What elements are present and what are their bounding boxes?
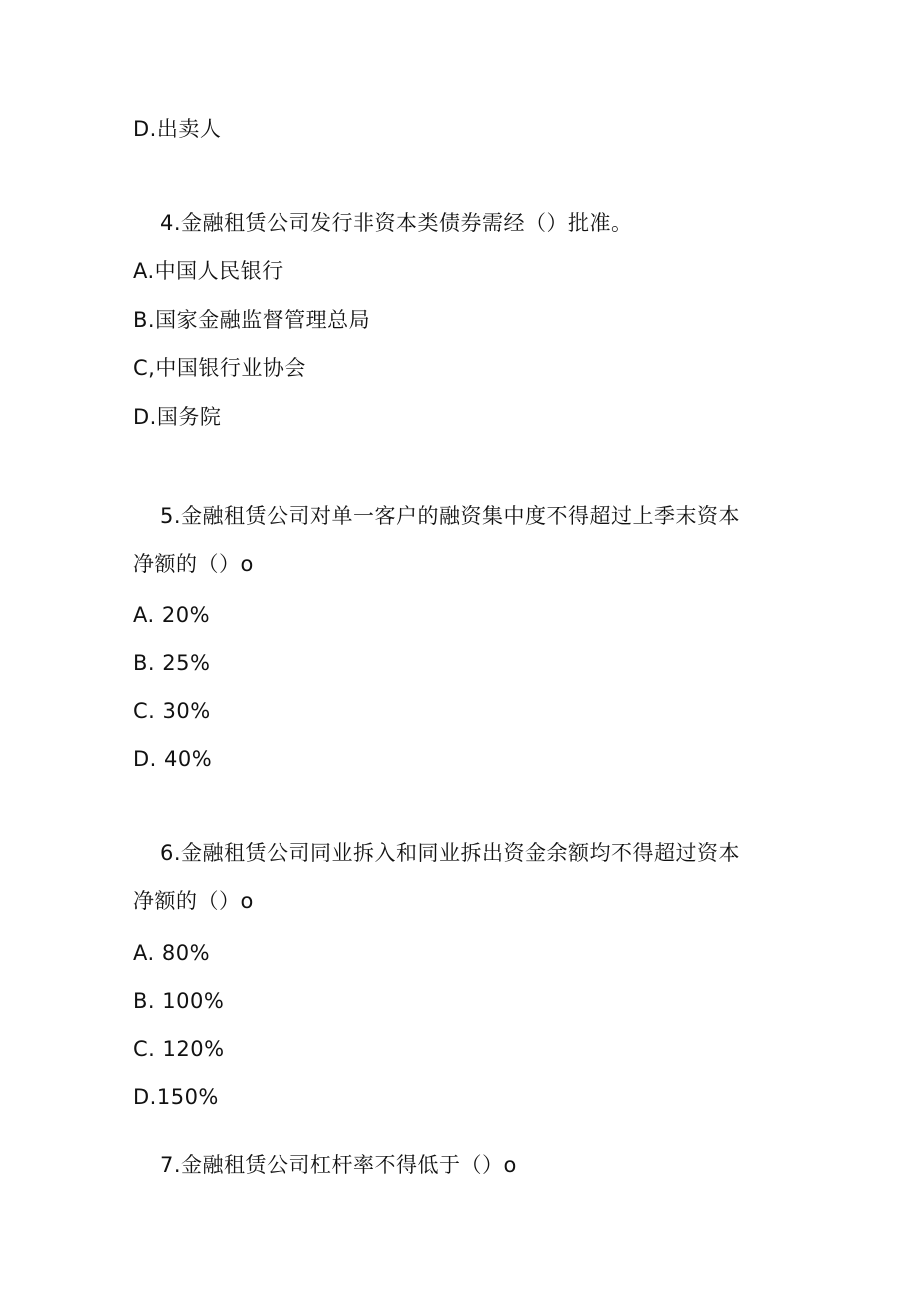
q6-stem-line1: 6.金融租赁公司同业拆入和同业拆出资金余额均不得超过资本: [160, 841, 741, 865]
q5-option-a: A. 20%: [133, 603, 211, 627]
q5-option-d: D. 40%: [133, 747, 213, 771]
q4-option-b: B.国家金融监督管理总局: [133, 308, 371, 332]
q5-stem-line2: 净额的（）o: [133, 552, 254, 576]
q3-option-d: D.出卖人: [133, 117, 222, 141]
q5-stem-line1: 5.金融租赁公司对单一客户的融资集中度不得超过上季末资本: [160, 504, 741, 528]
q6-option-b: B. 100%: [133, 989, 225, 1013]
q6-option-d: D.150%: [133, 1085, 219, 1109]
q6-stem-line2: 净额的（）o: [133, 889, 254, 913]
q4-stem: 4.金融租赁公司发行非资本类债券需经（）批准。: [160, 211, 633, 235]
q4-option-c: C,中国银行业协会: [133, 356, 306, 380]
q7-stem: 7.金融租赁公司杠杆率不得低于（）o: [160, 1153, 517, 1177]
q6-option-c: C. 120%: [133, 1037, 225, 1061]
q5-option-b: B. 25%: [133, 651, 211, 675]
q5-option-c: C. 30%: [133, 699, 211, 723]
q4-option-a: A.中国人民银行: [133, 259, 284, 283]
q4-option-d: D.国务院: [133, 405, 222, 429]
q6-option-a: A. 80%: [133, 941, 211, 965]
